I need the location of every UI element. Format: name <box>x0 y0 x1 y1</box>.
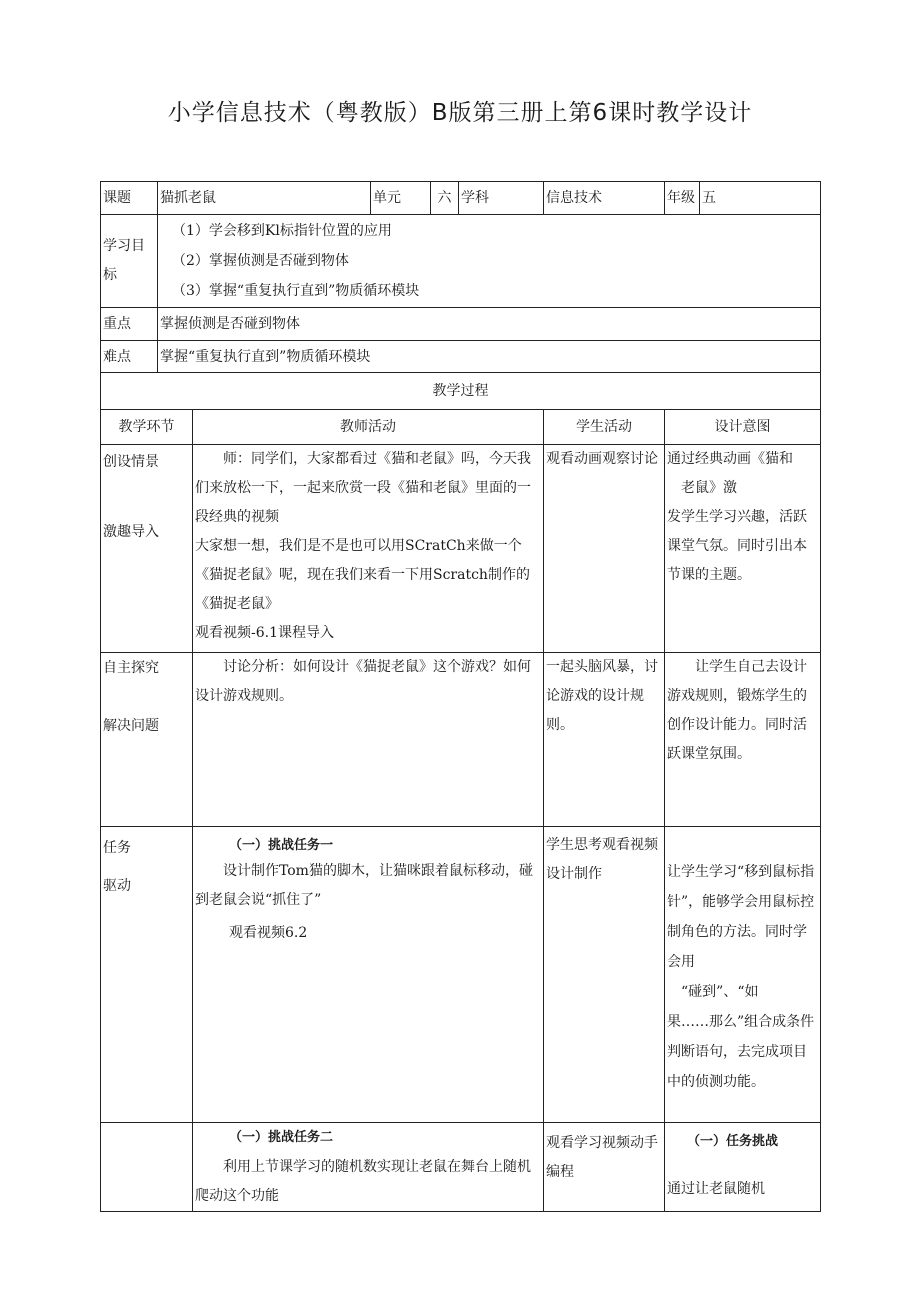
student-activity: 观看动画观察讨论 <box>544 445 665 653</box>
stage-line: 创设情景 <box>103 454 159 470</box>
unit-value: 六 <box>431 182 459 215</box>
unit-label: 单元 <box>371 182 431 215</box>
process-title: 教学过程 <box>101 373 821 410</box>
student-activity: 观看学习视频动手编程 <box>544 1123 665 1212</box>
teacher-activity <box>193 653 544 827</box>
stage-line: 任务 <box>103 840 131 856</box>
key-point-value: 掌握侦测是否碰到物体 <box>158 308 821 341</box>
stage-line: 驱动 <box>103 878 131 894</box>
teacher-activity <box>193 445 544 653</box>
objective-item: （3）掌握“重复执行直到”物质循环模块 <box>172 283 420 299</box>
objectives-row <box>101 215 821 308</box>
stage-line: 自主探究 <box>103 660 159 676</box>
lesson-plan-table <box>100 181 821 1212</box>
header-row <box>101 410 821 445</box>
topic-value: 猫抓老鼠 <box>158 182 371 215</box>
info-row <box>101 182 821 215</box>
difficulty-label: 难点 <box>101 341 158 373</box>
header-student: 学生活动 <box>544 410 665 445</box>
process-row-task1 <box>101 827 821 1123</box>
intent-line: 通过经典动画《猫和 <box>667 451 794 467</box>
intent-line: 让学生学习“移到鼠标指针”，能够学会用鼠标控制角色的方法。同时学会用 <box>667 864 815 970</box>
design-intent <box>665 653 821 827</box>
teacher-paragraph: 设计制作Tom猫的脚木，让猫咪跟着鼠标移动，碰到老鼠会说“抓住了” <box>195 863 533 908</box>
stage-cell <box>101 445 193 653</box>
process-title-row <box>101 373 821 410</box>
stage-cell <box>101 1123 193 1212</box>
intent-line: 让学生自己去设计游戏规则，锻炼学生的创作设计能力。同时活跃课堂氛围。 <box>667 659 808 762</box>
intent-line: “碰到”、“如 <box>681 984 759 1000</box>
student-activity: 学生思考观看视频设计制作 <box>544 827 665 1123</box>
topic-label: 课题 <box>101 182 158 215</box>
design-intent <box>665 1123 821 1212</box>
grade-label: 年级 <box>665 182 700 215</box>
process-row-intro <box>101 445 821 653</box>
objectives-label-line2: 标 <box>103 267 117 283</box>
header-teacher: 教师活动 <box>193 410 544 445</box>
teacher-paragraph: 观看视频6.2 <box>229 925 308 941</box>
design-intent <box>665 827 821 1123</box>
teacher-paragraph: 利用上节课学习的随机数实现让老鼠在舞台上随机爬动这个功能 <box>195 1159 531 1204</box>
grade-value: 五 <box>700 182 821 215</box>
header-stage: 教学环节 <box>101 410 193 445</box>
intent-line: 通过让老鼠随机 <box>667 1181 766 1197</box>
intent-line: 发学生学习兴趣，活跃课堂气氛。同时引出本节课的主题。 <box>667 509 808 583</box>
teacher-paragraph: 大家想一想，我们是不是也可以用SCratCh来做一个《猫捉老鼠》呢，现在我们来看一下用Scratch制作的《猫捉老鼠》 <box>195 538 530 612</box>
teacher-paragraph: 观看视频-6.1课程导入 <box>195 625 334 641</box>
intent-line: 果……那么”组合成条件判断语句，去完成项目中的侦测功能。 <box>667 1014 815 1090</box>
process-row-explore <box>101 653 821 827</box>
objective-item: （1）学会移到Kl标指针位置的应用 <box>172 223 392 239</box>
objectives-list <box>158 215 821 308</box>
process-row-task2 <box>101 1123 821 1212</box>
design-intent <box>665 445 821 653</box>
intent-heading: （一）任务挑战 <box>687 1134 779 1149</box>
teacher-activity <box>193 827 544 1123</box>
student-activity: 一起头脑风暴，讨论游戏的设计规则。 <box>544 653 665 827</box>
teacher-paragraph: 讨论分析：如何设计《猫捉老鼠》这个游戏？如何设计游戏规则。 <box>195 659 531 704</box>
stage-cell <box>101 653 193 827</box>
teacher-paragraph: 师：同学们，大家都看过《猫和老鼠》吗，今天我们来放松一下，一起来欣赏一段《猫和老鼠》里面的一段经典的视频 <box>195 451 531 525</box>
stage-line: 解决问题 <box>103 718 159 734</box>
stage-line: 激趣导入 <box>103 524 159 540</box>
difficulty-row <box>101 341 821 373</box>
objective-item: （2）掌握侦测是否碰到物体 <box>172 253 349 269</box>
stage-cell <box>101 827 193 1123</box>
difficulty-value: 掌握“重复执行直到”物质循环模块 <box>158 341 821 373</box>
objectives-label-line1: 学习目 <box>103 238 145 254</box>
task-heading: （一）挑战任务一 <box>229 838 334 853</box>
header-intent: 设计意图 <box>665 410 821 445</box>
key-point-row <box>101 308 821 341</box>
subject-label: 学科 <box>459 182 544 215</box>
task-heading: （一）挑战任务二 <box>229 1130 334 1145</box>
intent-line: 老鼠》激 <box>681 480 738 496</box>
document-title: 小学信息技术（粤教版）B版第三册上第6课时教学设计 <box>167 100 753 126</box>
teacher-activity <box>193 1123 544 1212</box>
objectives-label <box>101 215 158 308</box>
subject-value: 信息技术 <box>544 182 665 215</box>
key-point-label: 重点 <box>101 308 158 341</box>
